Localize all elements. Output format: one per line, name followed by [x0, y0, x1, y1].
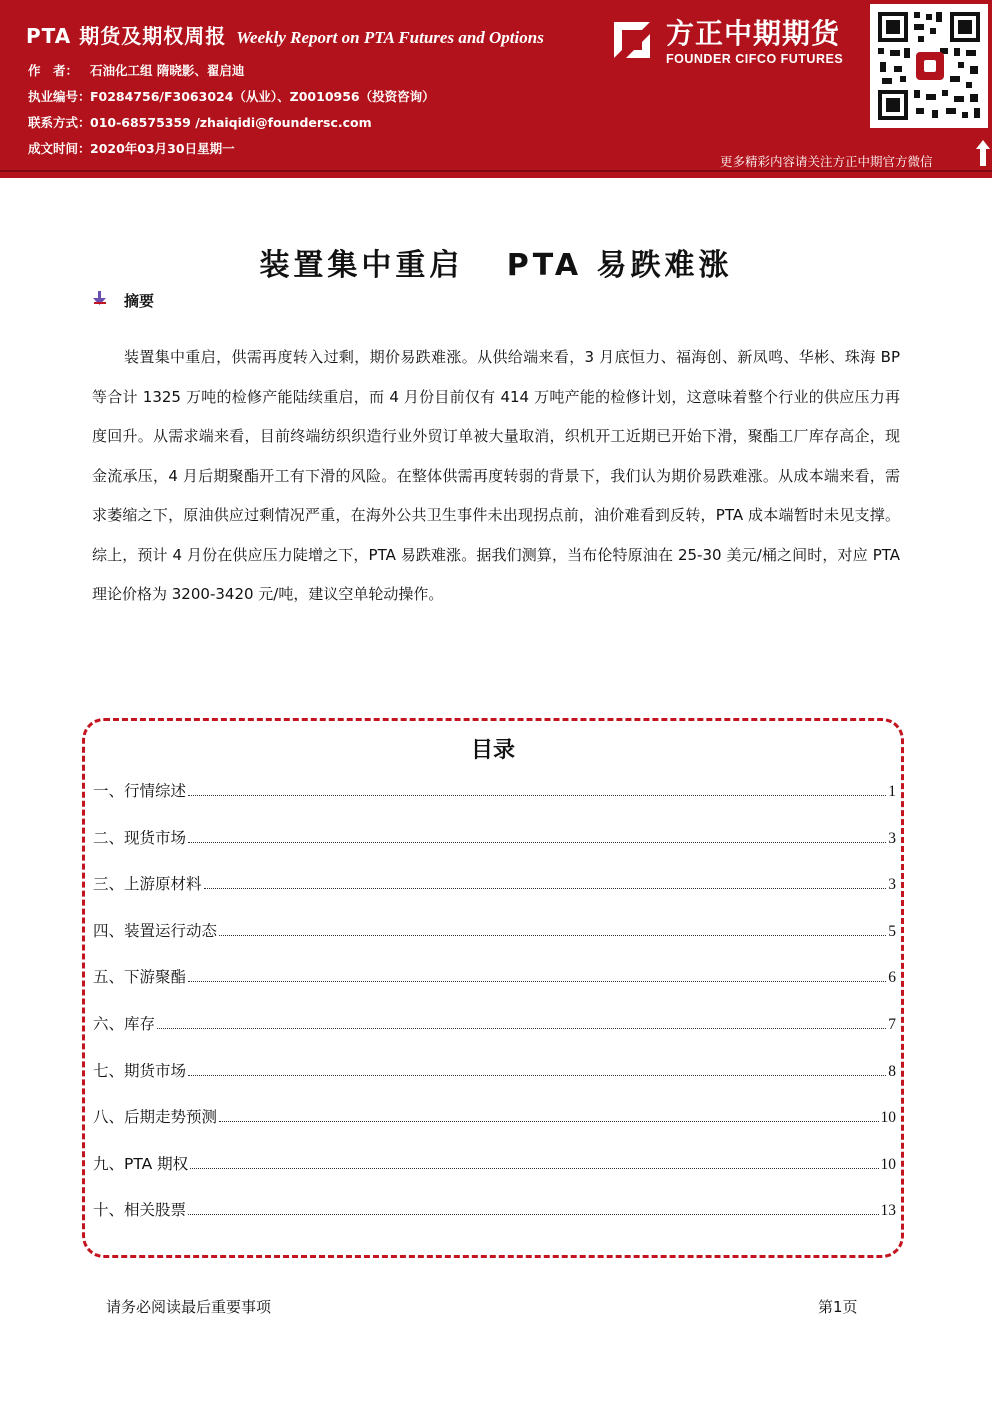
toc-item-5[interactable] [93, 965, 896, 1012]
toc-item-page: 3 [888, 876, 896, 894]
contact-label: 联系方式： [28, 115, 91, 130]
series-title-cn: PTA 期货及期权周报 [26, 24, 227, 48]
toc-item-2[interactable] [93, 826, 896, 873]
toc-item-page: 6 [888, 969, 896, 987]
toc-item-page: 10 [880, 1109, 896, 1127]
abstract-heading-text: 摘要 [124, 292, 155, 310]
logo-text-cn: 方正中期期货 [666, 17, 841, 50]
author-label: 作 者： [28, 63, 79, 78]
toc-item-3[interactable] [93, 872, 896, 919]
header-divider [0, 170, 992, 172]
toc-leader-dots [157, 1028, 886, 1029]
bullet-arrow-icon [92, 290, 108, 306]
abstract-text: 装置集中重启，供需再度转入过剩，期价易跌难涨。从供给端来看，3 月底恒力、福海创、新凤鸣、华彬、珠海 BP 等合计 1325 万吨的检修产能陆续重启，而 4 月份目前仅有 414 万吨产能的检修计划，这意味着整个行业的供应压力再度回升。从需求端来看，目前终端纺织织造行业外贸订单被大量取消，织机开工近期已开始下滑，聚酯工厂库存高企，现金流承压，4 月后期聚酯开工有下滑的风险。在整体供需再度转弱的背景下，我们认为期价易跌难涨。从成本端来看，需求萎缩之下，原油供应过剩情况严重，在海外公共卫生事件未出现拐点前，油价难看到反转，PTA 成本端暂时未见支撑。综上，预计 4 月份在供应压力陡增之下，PTA 易跌难涨。据我们测算，当布伦特原油在 25-30 美元/桶之间时，对应 PTA 理论价格为 3200-3420 元/吨，建议空单轮动操作。 [92, 348, 900, 603]
toc-item-label: 十、相关股票 [93, 1201, 187, 1220]
contact-value: 010-68575359 /zhaiqidi@foundersc.com [90, 115, 372, 130]
toc-item-page: 1 [888, 783, 896, 800]
disclaimer-note: 请务必阅读最后重要事项 [106, 1298, 272, 1316]
follow-wechat-text: 更多精彩内容请关注方正中期官方微信 [720, 154, 933, 169]
meta-author [28, 60, 435, 86]
wechat-qr-code-icon [870, 4, 988, 128]
report-meta [28, 60, 435, 164]
toc-item-label: 一、行情综述 [93, 782, 187, 800]
license-label: 执业编号： [28, 89, 91, 104]
toc-list [93, 779, 896, 1245]
arrow-up-icon [976, 140, 990, 166]
toc-item-label: 九、PTA 期权 [93, 1154, 189, 1173]
logo-mark-icon [608, 16, 656, 64]
toc-title: 目录 [470, 738, 515, 763]
meta-contact [28, 112, 435, 138]
meta-license [28, 86, 435, 112]
toc-item-8[interactable] [93, 1105, 896, 1152]
report-series-title [26, 20, 544, 49]
toc-item-label: 七、期货市场 [93, 1061, 187, 1080]
date-label: 成文时间： [28, 141, 91, 156]
toc-item-page: 5 [888, 922, 896, 940]
company-logo [608, 12, 868, 68]
toc-leader-dots [188, 1075, 886, 1076]
toc-leader-dots [188, 1214, 878, 1215]
toc-item-page: 8 [888, 1062, 896, 1080]
logo-text-en: FOUNDER CIFCO FUTURES [666, 52, 844, 66]
toc-item-10[interactable] [93, 1198, 896, 1245]
toc-item-page: 3 [888, 829, 896, 847]
toc-leader-dots [219, 935, 886, 936]
date-value: 2020年03月30日星期一 [90, 141, 235, 156]
toc-leader-dots [188, 981, 886, 982]
toc-item-7[interactable] [93, 1059, 896, 1106]
toc-leader-dots [188, 795, 886, 796]
toc-leader-dots [204, 888, 887, 889]
page-number: 第1页 [818, 1298, 858, 1316]
toc-item-label: 二、现货市场 [93, 828, 187, 847]
table-of-contents [82, 718, 904, 1258]
toc-item-1[interactable] [93, 779, 896, 826]
toc-item-6[interactable] [93, 1012, 896, 1059]
toc-leader-dots [188, 842, 886, 843]
toc-leader-dots [190, 1168, 878, 1169]
toc-item-label: 三、上游原材料 [93, 875, 202, 894]
report-title: 装置集中重启 PTA 易跌难涨 [259, 248, 733, 283]
toc-item-label: 八、后期走势预测 [93, 1108, 218, 1127]
license-value: F0284756/F3063024（从业）、Z0010956（投资咨询） [90, 89, 435, 104]
toc-item-page: 7 [888, 1015, 896, 1033]
meta-date [28, 138, 435, 164]
toc-item-page: 13 [880, 1202, 896, 1220]
toc-item-label: 五、下游聚酯 [93, 968, 187, 987]
toc-item-page: 10 [880, 1155, 896, 1173]
report-header [0, 0, 992, 178]
abstract-heading [92, 290, 154, 311]
toc-item-9[interactable] [93, 1152, 896, 1199]
toc-item-label: 六、库存 [93, 1014, 156, 1033]
series-title-en: Weekly Report on PTA Futures and Options [236, 28, 544, 47]
toc-item-label: 四、装置运行动态 [93, 921, 218, 940]
toc-item-4[interactable] [93, 919, 896, 966]
toc-leader-dots [219, 1121, 878, 1122]
author-value: 石油化工组 隋晓影、翟启迪 [90, 63, 245, 78]
